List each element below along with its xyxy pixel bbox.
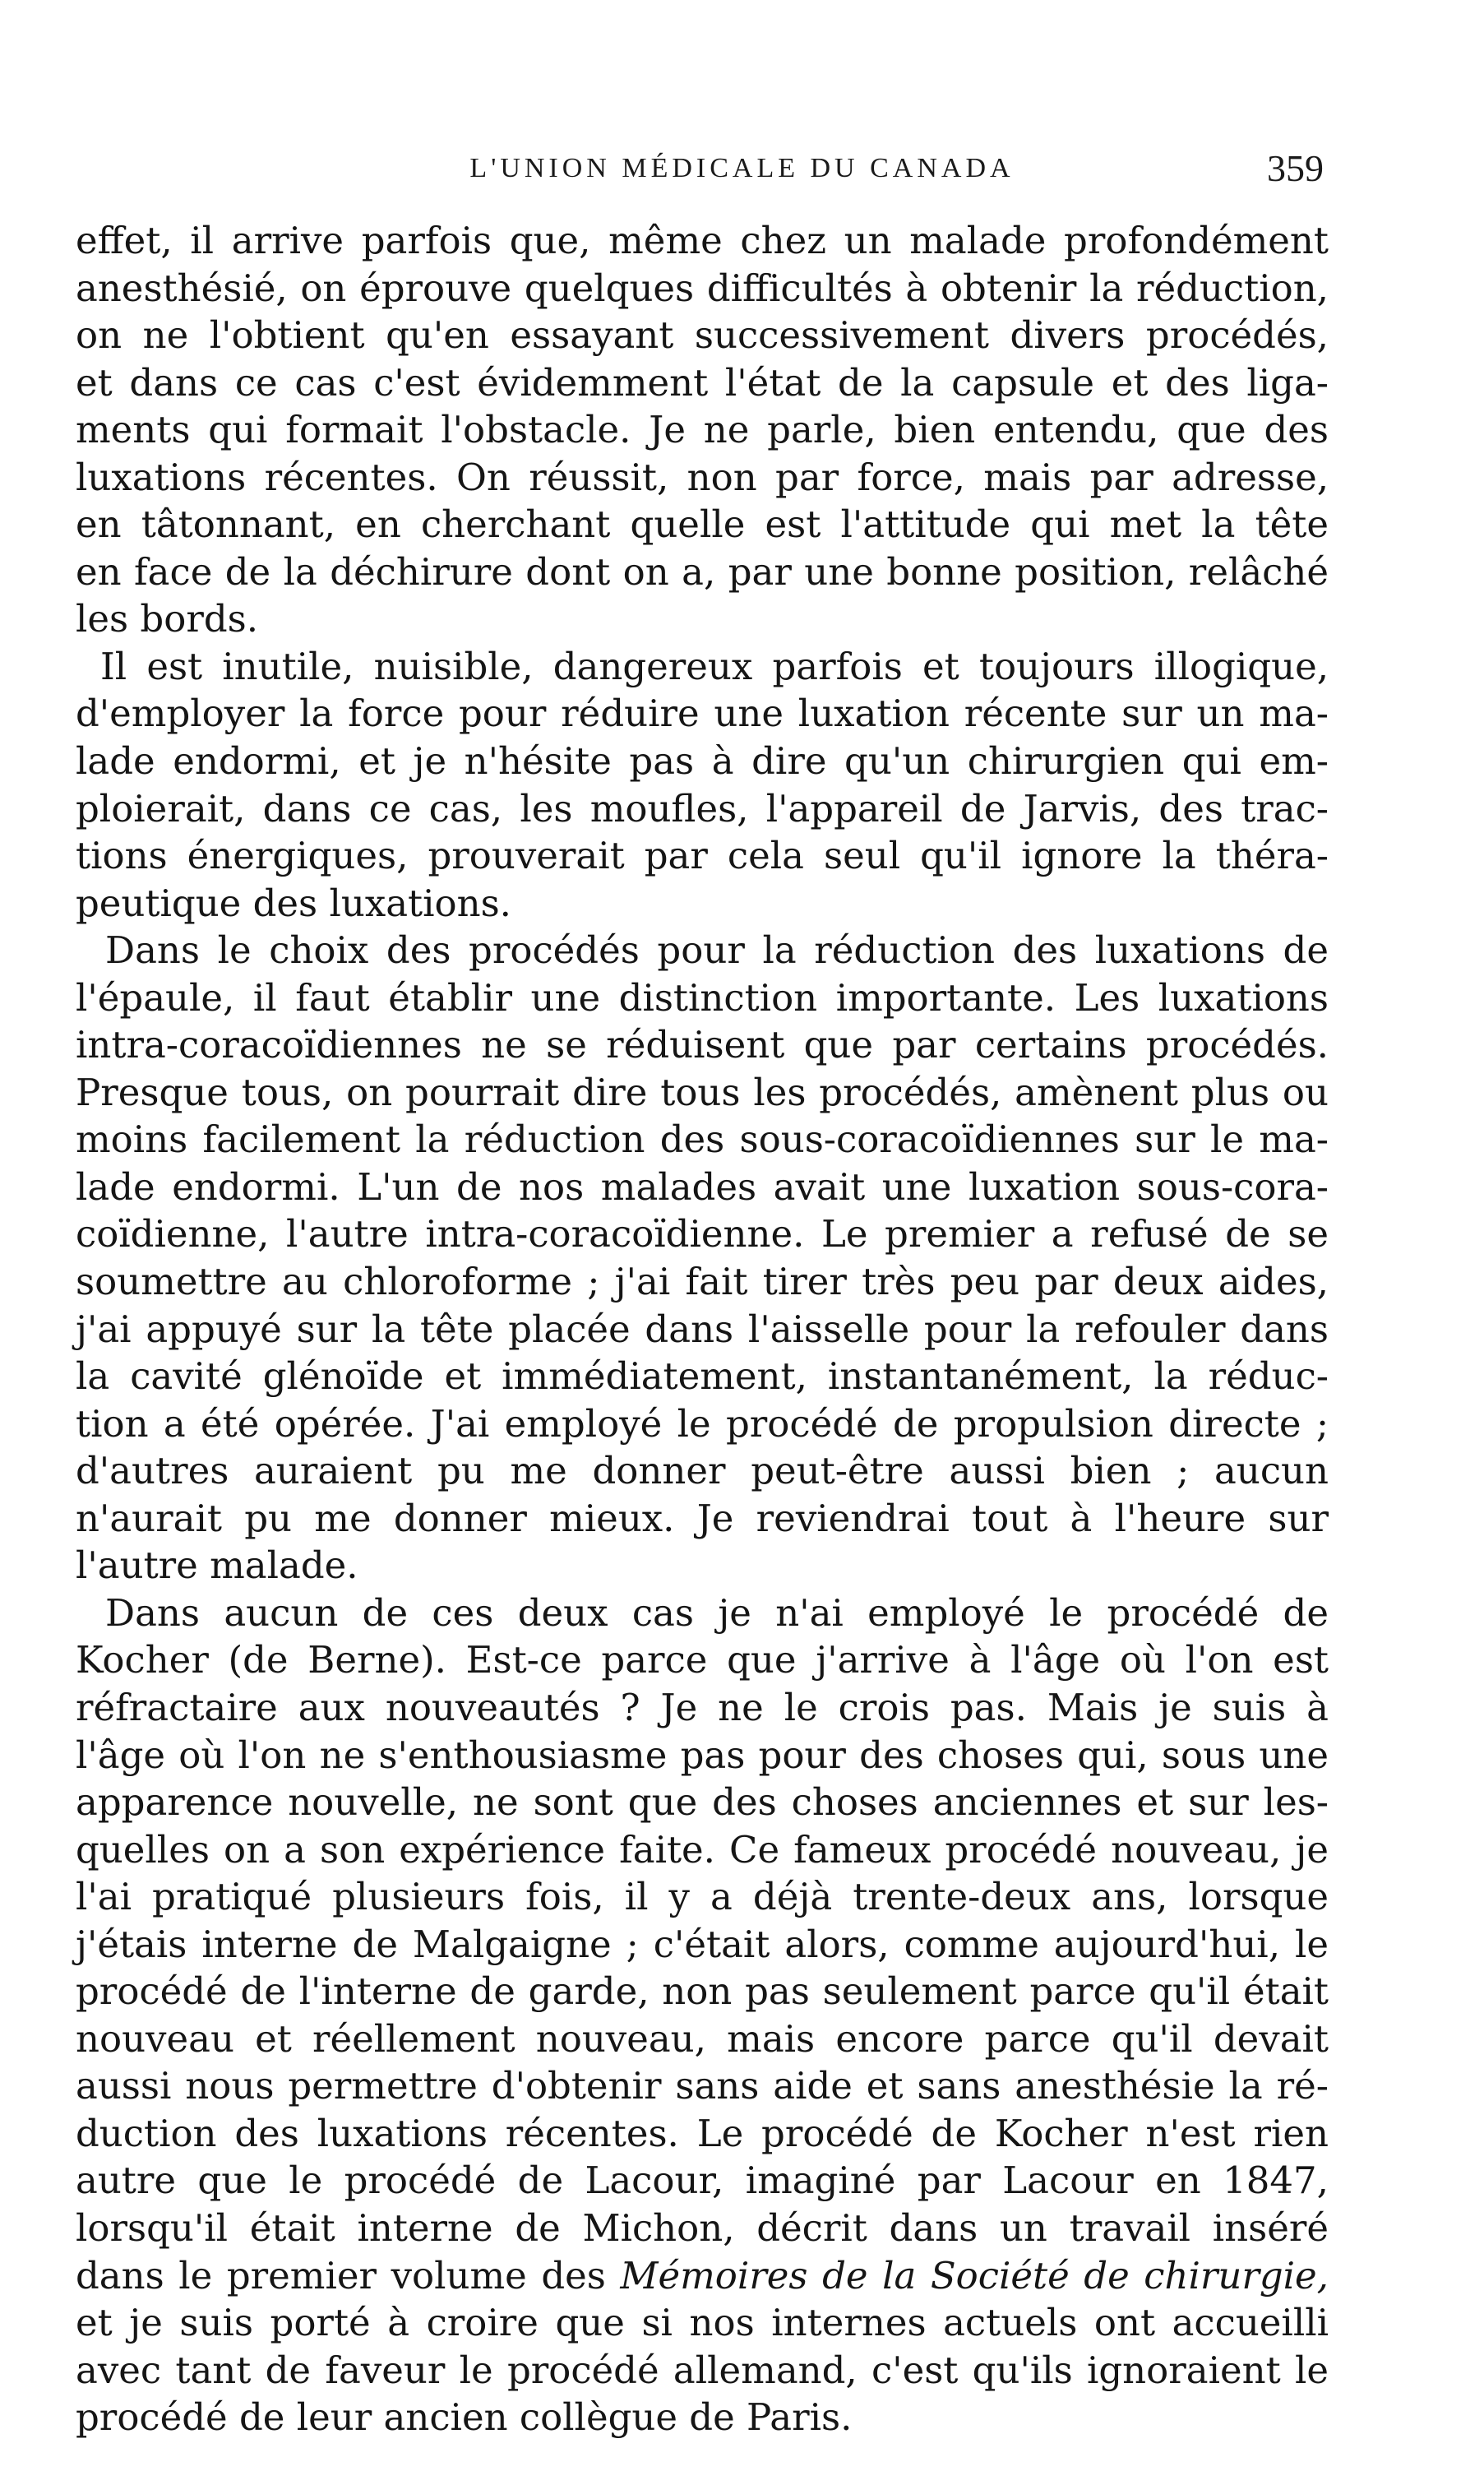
text-line: quelles on a son expérience faite. Ce fameux procédé nouveau, je	[76, 1827, 1329, 1872]
text-line: ments qui formait l'obstacle. Je ne parle, bien entendu, que des	[76, 408, 1329, 452]
text-line: j'étais interne de Malgaigne ; c'était alors, comme aujourd'hui, le	[76, 1922, 1329, 1966]
italic-journal-title: Mémoires de la Société de chirurgie,	[620, 2253, 1329, 2297]
text-line: n'aurait pu me donner mieux. Je reviendrai tout à l'heure sur	[76, 1496, 1329, 1540]
text-line: duction des luxations récentes. Le procédé de Kocher n'est rien	[76, 2111, 1329, 2155]
text-line: et dans ce cas c'est évidemment l'état de la capsule et des liga-	[76, 360, 1329, 405]
text-line: tion a été opérée. J'ai employé le procédé de propulsion directe ;	[76, 1401, 1329, 1446]
text-line: l'ai pratiqué plusieurs fois, il y a déjà trente-deux ans, lorsque	[76, 1875, 1329, 1919]
text-line: on ne l'obtient qu'en essayant successivement divers procédés,	[76, 313, 1329, 358]
text-line: en face de la déchirure dont on a, par une bonne position, relâché	[76, 549, 1329, 594]
text-line: l'autre malade.	[76, 1543, 358, 1588]
paragraph-start-line: Il est inutile, nuisible, dangereux parfois et toujours illogique,	[100, 644, 1329, 688]
text-line: réfractaire aux nouveautés ? Je ne le crois pas. Mais je suis à	[76, 1685, 1329, 1729]
text-line: intra-coracoïdiennes ne se réduisent que par certains procédés.	[76, 1023, 1329, 1067]
text-line: apparence nouvelle, ne sont que des choses anciennes et sur les-	[76, 1780, 1329, 1825]
text-line: d'employer la force pour réduire une luxation récente sur un ma-	[76, 692, 1329, 736]
text-line: procédé de l'interne de garde, non pas seulement parce qu'il était	[76, 1969, 1329, 2014]
text-line: moins facilement la réduction des sous-coracoïdiennes sur le ma-	[76, 1118, 1329, 1162]
text-line: Kocher (de Berne). Est-ce parce que j'arrive à l'âge où l'on est	[76, 1638, 1329, 1682]
text-line: aussi nous permettre d'obtenir sans aide et sans anesthésie la ré-	[76, 2064, 1329, 2108]
text-line: ploierait, dans ce cas, les moufles, l'appareil de Jarvis, des trac-	[76, 786, 1329, 831]
text-line: j'ai appuyé sur la tête placée dans l'aisselle pour la refouler dans	[76, 1307, 1329, 1351]
text-line: effet, il arrive parfois que, même chez un malade profondément	[76, 219, 1329, 262]
text-line: coïdienne, l'autre intra-coracoïdienne. Le premier a refusé de se	[76, 1212, 1329, 1256]
text-line: autre que le procédé de Lacour, imaginé par Lacour en 1847,	[76, 2159, 1329, 2203]
text-line: Presque tous, on pourrait dire tous les procédés, amènent plus ou	[76, 1070, 1329, 1114]
running-head	[0, 144, 1484, 193]
text-line: les bords.	[76, 597, 259, 641]
text-line: tions énergiques, prouverait par cela seul qu'il ignore la théra-	[76, 834, 1329, 878]
text-line: soumettre au chloroforme ; j'ai fait tirer très peu par deux aides,	[76, 1260, 1329, 1304]
text-line: lade endormi, et je n'hésite pas à dire qu'un chirurgien qui em-	[76, 739, 1329, 784]
text-line: d'autres auraient pu me donner peut-être aussi bien ; aucun	[76, 1449, 1329, 1493]
paragraph-start-line: Dans le choix des procédés pour la réduction des luxations de	[105, 928, 1329, 973]
text-line: anesthésié, on éprouve quelques difficultés à obtenir la réduction,	[76, 266, 1329, 310]
text-fragment: dans le premier volume des	[76, 2253, 621, 2297]
text-line: luxations récentes. On réussit, non par force, mais par adresse,	[76, 455, 1329, 499]
text-line: l'épaule, il faut établir une distinction importante. Les luxations	[76, 975, 1329, 1020]
text-line: procédé de leur ancien collègue de Paris.	[76, 2395, 853, 2440]
text-line: lade endormi. L'un de nos malades avait une luxation sous-cora-	[76, 1164, 1329, 1209]
text-line: nouveau et réellement nouveau, mais encore parce qu'il devait	[76, 2016, 1329, 2061]
text-line-with-italic	[76, 2252, 1329, 2300]
text-line: en tâtonnant, en cherchant quelle est l'attitude qui met la tête	[76, 502, 1329, 547]
body-text	[76, 217, 1329, 2441]
text-line: lorsqu'il était interne de Michon, décrit dans un travail inséré	[76, 2205, 1329, 2250]
page-number: 359	[1267, 147, 1324, 189]
text-line: peutique des luxations.	[76, 881, 511, 925]
text-line: avec tant de faveur le procédé allemand, c'est qu'ils ignoraient le	[76, 2348, 1329, 2392]
running-title: L'UNION MÉDICALE DU CANADA	[469, 153, 1015, 183]
text-line: et je suis porté à croire que si nos internes actuels ont accueilli	[76, 2301, 1329, 2345]
text-line: l'âge où l'on ne s'enthousiasme pas pour des choses qui, sous une	[76, 1733, 1329, 1777]
text-line: la cavité glénoïde et immédiatement, instantanément, la réduc-	[76, 1354, 1329, 1399]
paragraph-start-line: Dans aucun de ces deux cas je n'ai employé le procédé de	[105, 1590, 1329, 1635]
